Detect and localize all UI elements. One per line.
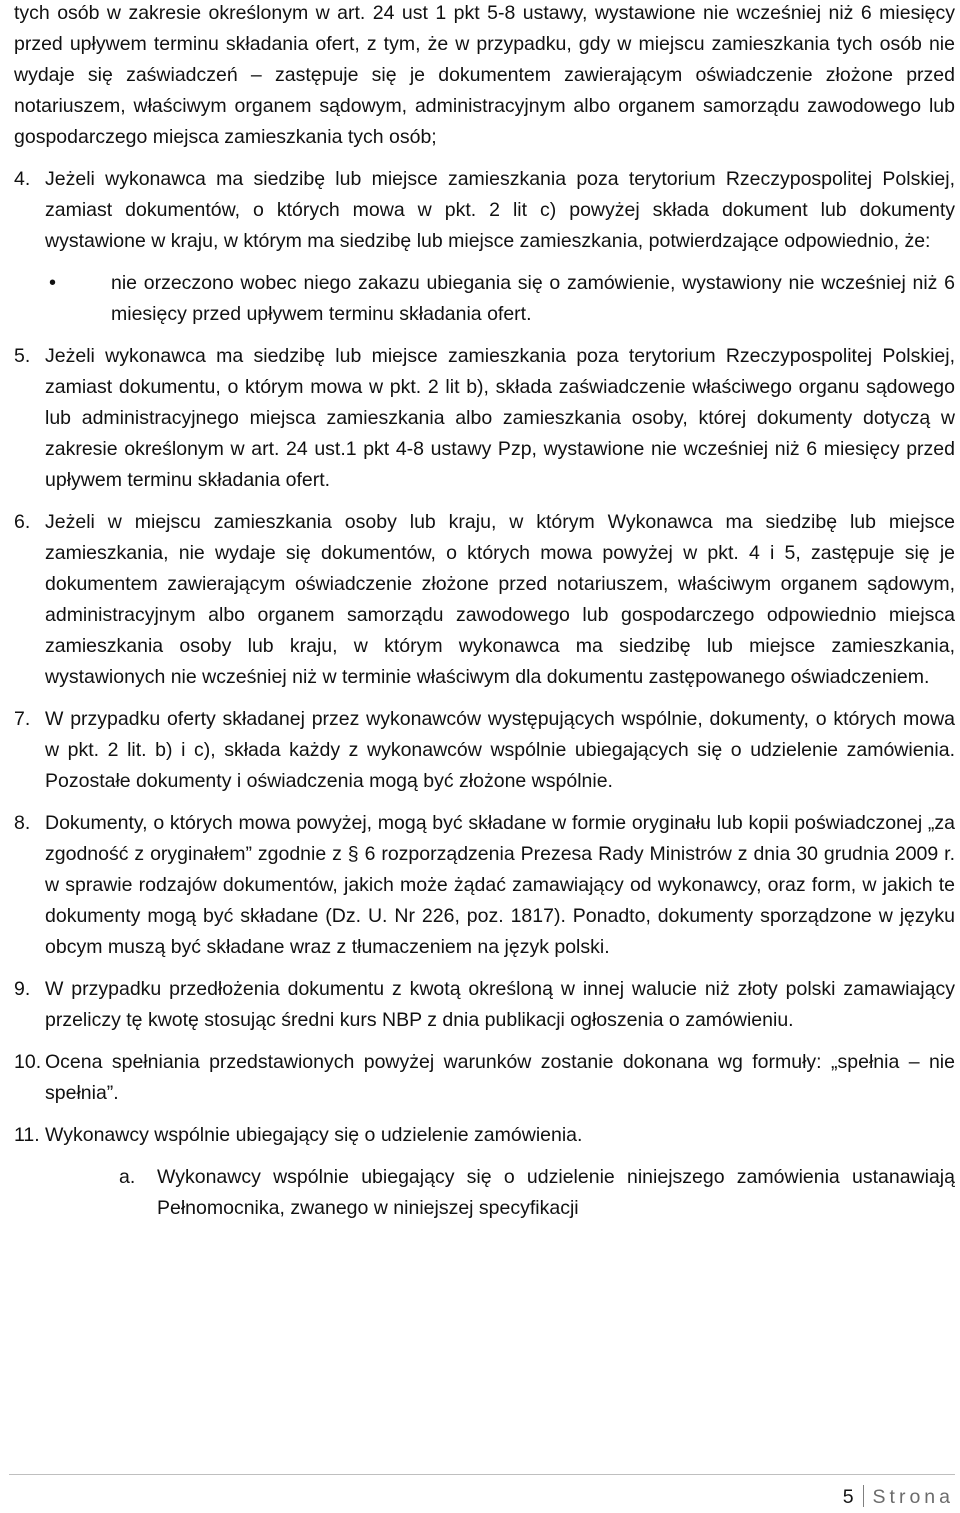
sub-item-a: [119, 1162, 955, 1224]
document-body: [14, 0, 955, 1224]
list-item-text: Jeżeli wykonawca ma siedzibę lub miejsce zamieszkania poza terytorium Rzeczypospolitej Polskiej, zamiast dokumentu, o którym mowa w pkt. 2 lit b), składa zaświadczenie właściwego organu sądowego lub administracyjnego miejsca zamieszkania albo zamieszkania osoby, której dokumenty dotyczą w zakresie określonym w art. 24 ust.1 pkt 4-8 ustawy Pzp, wystawione nie wcześniej niż 6 miesięcy przed upływem terminu składania ofert.: [45, 345, 955, 491]
sub-item-text: Wykonawcy wspólnie ubiegający się o udzielenie niniejszego zamówienia ustanawiają Pełnomocnika, zwanego w niniejszej specyfikacji: [157, 1166, 955, 1219]
intro-paragraph: tych osób w zakresie określonym w art. 24 ust 1 pkt 5-8 ustawy, wystawione nie wcześniej niż 6 miesięcy przed upływem terminu składania ofert, z tym, że w przypadku, gdy w miejscu zamieszkania tych osób nie wydaje się zaświadczeń – zastępuje się je dokumentem zawierającym oświadczenie złożone przed notariuszem, właściwym organem sądowym, administracyjnym albo organem samorządu zawodowego lub gospodarczego miejsca zamieszkania tych osób;: [14, 2, 955, 148]
list-number: 8.: [14, 812, 31, 834]
list-item-11: [14, 1120, 955, 1151]
list-number: 6.: [14, 511, 31, 533]
list-number: 5.: [14, 345, 31, 367]
list-item-text: W przypadku oferty składanej przez wykonawców występujących wspólnie, dokumenty, o których mowa w pkt. 2 lit. b) i c), składa każdy z wykonawców wspólnie ubiegających się o udzielenie zamówienia. Pozostałe dokumenty i oświadczenia mogą być złożone wspólnie.: [45, 708, 955, 792]
list-item-5: [14, 341, 955, 496]
list-item-text: Wykonawcy wspólnie ubiegający się o udzielenie zamówienia.: [45, 1124, 583, 1146]
list-item-text: Jeżeli w miejscu zamieszkania osoby lub kraju, w którym Wykonawca ma siedzibę lub miejsce zamieszkania, nie wydaje się dokumentów, o których mowa powyżej w pkt. 4 i 5, zastępuje się je dokumentem zawierającym oświadczenie złożone przed notariuszem, właściwym organem sądowym, administracyjnym albo organem samorządu zawodowego lub gospodarczego odpowiednio miejsca zamieszkania osoby lub kraju, w którym wykonawca ma siedzibę lub miejsce zamieszkania, wystawionych nie wcześniej niż w terminie właściwym dla dokumentu zastępowanego oświadczeniem.: [45, 511, 955, 688]
list-item-text: Jeżeli wykonawca ma siedzibę lub miejsce zamieszkania poza terytorium Rzeczypospolitej Polskiej, zamiast dokumentów, o których mowa w pkt. 2 lit c) powyżej składa dokument lub dokumenty wystawione w kraju, w którym ma siedzibę lub miejsce zamieszkania, potwierdzające odpowiednio, że:: [45, 168, 955, 252]
list-number: 9.: [14, 978, 31, 1000]
bullet-icon: •: [49, 272, 57, 294]
list-item-10: [14, 1047, 955, 1109]
bullet-text: nie orzeczono wobec niego zakazu ubiegania się o zamówienie, wystawiony nie wcześniej niż 6 miesięcy przed upływem terminu składania ofert.: [111, 272, 955, 325]
list-number: 11.: [14, 1124, 40, 1146]
page-number: 5: [842, 1486, 854, 1508]
footer-separator: [863, 1485, 864, 1507]
list-number: 4.: [14, 168, 31, 190]
list-item-9: [14, 974, 955, 1036]
list-item-7: [14, 704, 955, 797]
list-item-text: W przypadku przedłożenia dokumentu z kwotą określoną w innej walucie niż złoty polski zamawiający przeliczy tę kwotę stosując średni kurs NBP z dnia publikacji ogłoszenia o zamówieniu.: [45, 978, 955, 1031]
list-item-4: [14, 164, 955, 330]
list-item-8: [14, 808, 955, 963]
footer-divider: [9, 1474, 955, 1475]
sub-item-letter: a.: [119, 1166, 136, 1188]
page-footer: [843, 1485, 954, 1509]
bullet-item: [45, 268, 955, 330]
page-label: Strona: [872, 1486, 954, 1508]
list-item-6: [14, 507, 955, 693]
list-item-text: Dokumenty, o których mowa powyżej, mogą być składane w formie oryginału lub kopii poświadczonej „za zgodność z oryginałem” zgodnie z § 6 rozporządzenia Prezesa Rady Ministrów z dnia 30 grudnia 2009 r. w sprawie rodzajów dokumentów, jakich może żądać zamawiający od wykonawcy, oraz form, w jakich te dokumenty mogą być składane (Dz. U. Nr 226, poz. 1817). Ponadto, dokumenty sporządzone w języku obcym muszą być składane wraz z tłumaczeniem na język polski.: [45, 812, 955, 958]
list-number: 10.: [14, 1051, 42, 1073]
list-number: 7.: [14, 708, 31, 730]
list-item-text: Ocena spełniania przedstawionych powyżej warunków zostanie dokonana wg formuły: „spełnia – nie spełnia”.: [45, 1051, 955, 1104]
